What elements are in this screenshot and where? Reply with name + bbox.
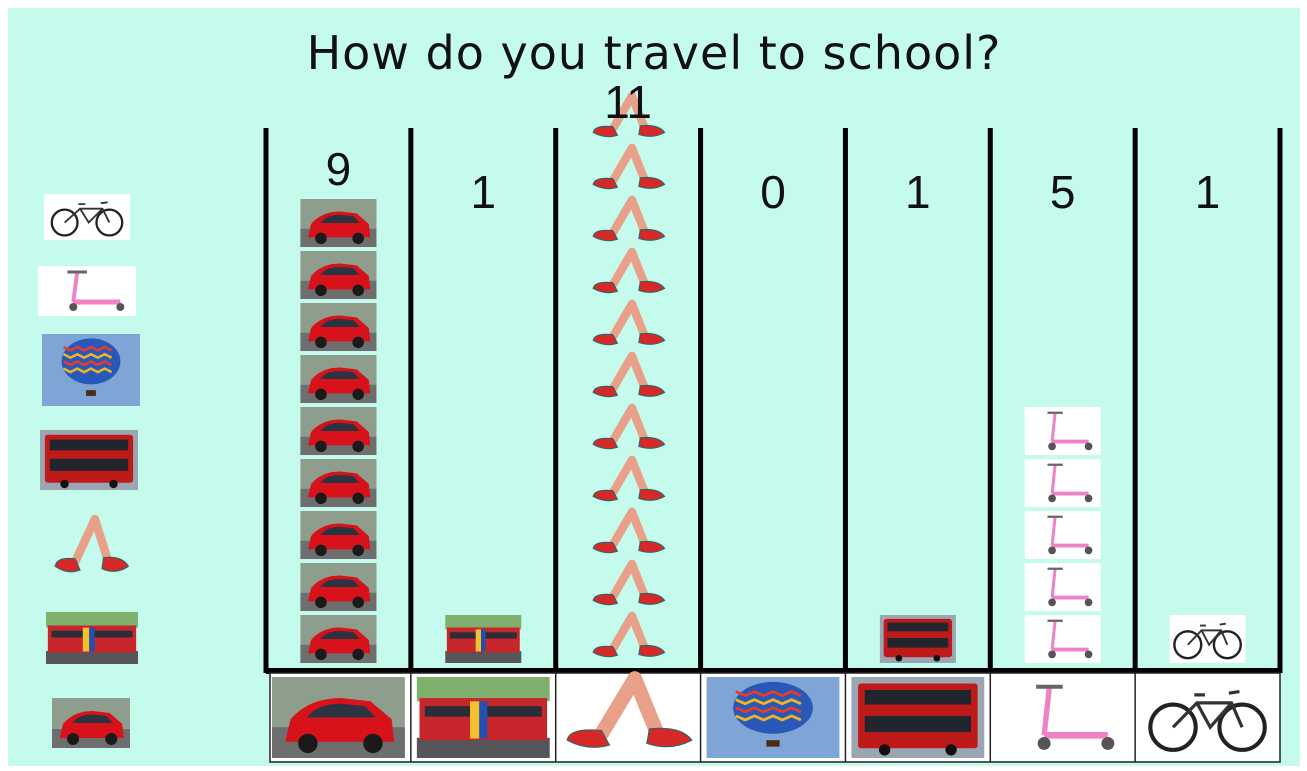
pictograph-mark-car	[300, 251, 376, 299]
pictograph-mark-car	[300, 459, 376, 507]
value-label-walk: 11	[604, 76, 653, 128]
pictograph-mark-walk	[593, 252, 664, 293]
pictograph-chart	[8, 8, 1300, 766]
pictograph-mark-car	[300, 199, 376, 247]
pictograph-mark-walk	[593, 408, 664, 449]
pictograph-mark-walk	[593, 616, 664, 657]
pictograph-mark-walk	[593, 512, 664, 553]
value-label-hot-air-balloon: 0	[760, 166, 786, 218]
pictograph-mark-walk	[593, 200, 664, 241]
pictograph-slide	[8, 8, 1300, 766]
value-label-bike: 1	[1194, 166, 1221, 218]
pictograph-mark-bus	[880, 615, 956, 663]
pictograph-mark-walk	[593, 148, 664, 189]
category-image-scooter	[996, 677, 1129, 758]
pictograph-mark-scooter	[1025, 615, 1101, 663]
pictograph-mark-bike	[1170, 615, 1246, 663]
pictograph-mark-scooter	[1025, 459, 1101, 507]
pictograph-mark-scooter	[1025, 407, 1101, 455]
category-image-car	[272, 677, 405, 758]
pictograph-mark-walk	[593, 460, 664, 501]
pictograph-mark-car	[300, 407, 376, 455]
value-label-scooter: 5	[1049, 166, 1076, 218]
category-image-bus	[851, 677, 984, 758]
pictograph-mark-car	[300, 303, 376, 351]
pictograph-mark-walk	[593, 356, 664, 397]
pictograph-mark-car	[300, 355, 376, 403]
chart-title: How do you travel to school?	[306, 26, 1002, 80]
pictograph-mark-scooter	[1025, 563, 1101, 611]
category-image-train	[417, 677, 550, 758]
pictograph-mark-car	[300, 511, 376, 559]
value-label-car: 9	[325, 143, 352, 195]
pictograph-mark-walk	[593, 564, 664, 605]
category-image-hot-air-balloon	[707, 677, 840, 758]
pictograph-mark-car	[300, 563, 376, 611]
pictograph-mark-train	[445, 615, 521, 663]
value-label-bus: 1	[905, 166, 931, 218]
pictograph-mark-scooter	[1025, 511, 1101, 559]
category-image-bike	[1141, 677, 1274, 758]
pictograph-mark-car	[300, 615, 376, 663]
pictograph-mark-walk	[593, 304, 664, 345]
value-label-train: 1	[470, 166, 497, 218]
